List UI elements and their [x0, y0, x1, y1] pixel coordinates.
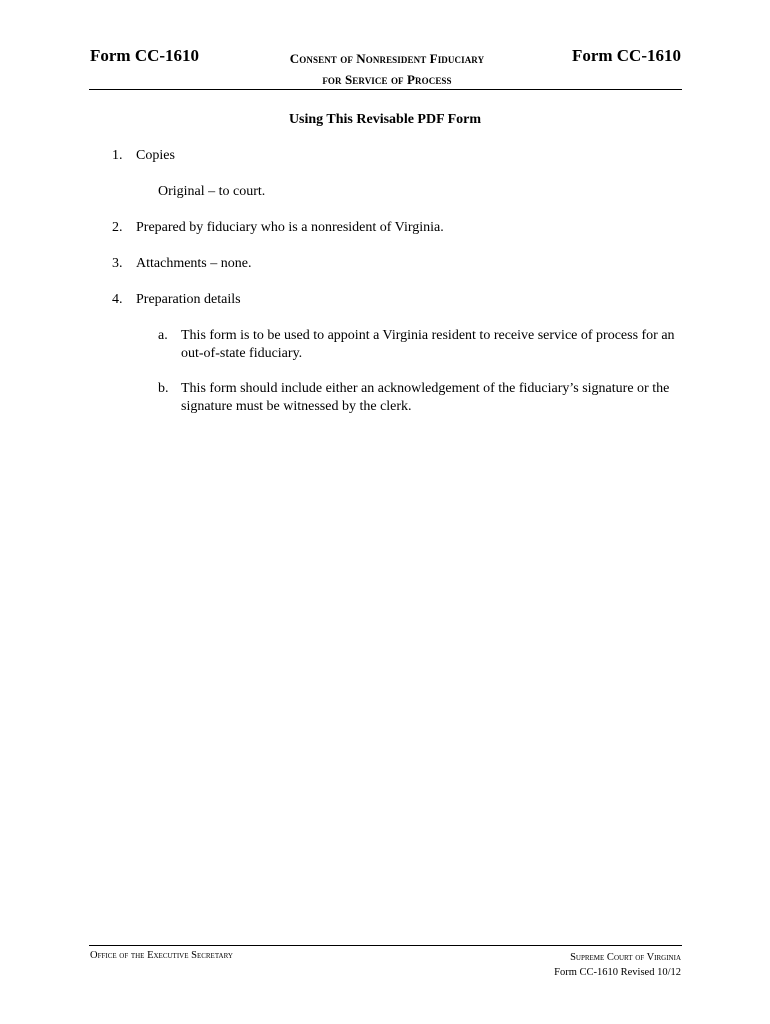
list-item-text: Prepared by fiduciary who is a nonresident of Virginia. [136, 220, 444, 235]
list-item-copies [112, 147, 175, 165]
list-item-attachments [112, 255, 251, 273]
sub-item-b [158, 380, 698, 420]
list-item-text: Attachments – none. [136, 256, 252, 271]
list-item-number: 1. [112, 148, 123, 163]
footer-court-name: Supreme Court of Virginia [570, 952, 681, 963]
list-item-text: Preparation details [136, 292, 241, 307]
footer-court [554, 950, 681, 980]
form-number-left: Form CC-1610 [90, 46, 200, 65]
footer-office: Office of the Executive Secretary [90, 950, 233, 961]
list-item-preparation [112, 291, 241, 309]
footer-revision: Form CC-1610 Revised 10/12 [554, 967, 681, 978]
list-item-text: Copies [136, 148, 175, 163]
footer-divider [89, 945, 682, 946]
sub-item-text: This form should include either an acknowledgement of the fiduciary’s signature or the signature must be witnessed by the clerk. [181, 381, 670, 414]
sub-item-a [158, 327, 698, 367]
header-divider [89, 89, 682, 90]
form-title [232, 48, 542, 90]
form-number-right: Form CC-1610 [571, 46, 681, 65]
list-item-prepared [112, 219, 444, 237]
form-title-line-1: Consent of Nonresident Fiduciary [289, 51, 485, 66]
sub-item-label: b. [158, 381, 169, 396]
list-item-number: 4. [112, 292, 123, 307]
list-item-original [158, 183, 265, 201]
list-item-number: 2. [112, 220, 123, 235]
sub-item-text: This form is to be used to appoint a Virginia resident to receive service of process for an out-of-state fiduciary. [181, 328, 675, 361]
section-subtitle: Using This Revisable PDF Form [288, 112, 482, 127]
list-item-number: 3. [112, 256, 123, 271]
sub-item-label: a. [158, 328, 168, 343]
form-title-line-2: for Service of Process [322, 72, 452, 87]
list-item-text: Original – to court. [158, 184, 266, 199]
